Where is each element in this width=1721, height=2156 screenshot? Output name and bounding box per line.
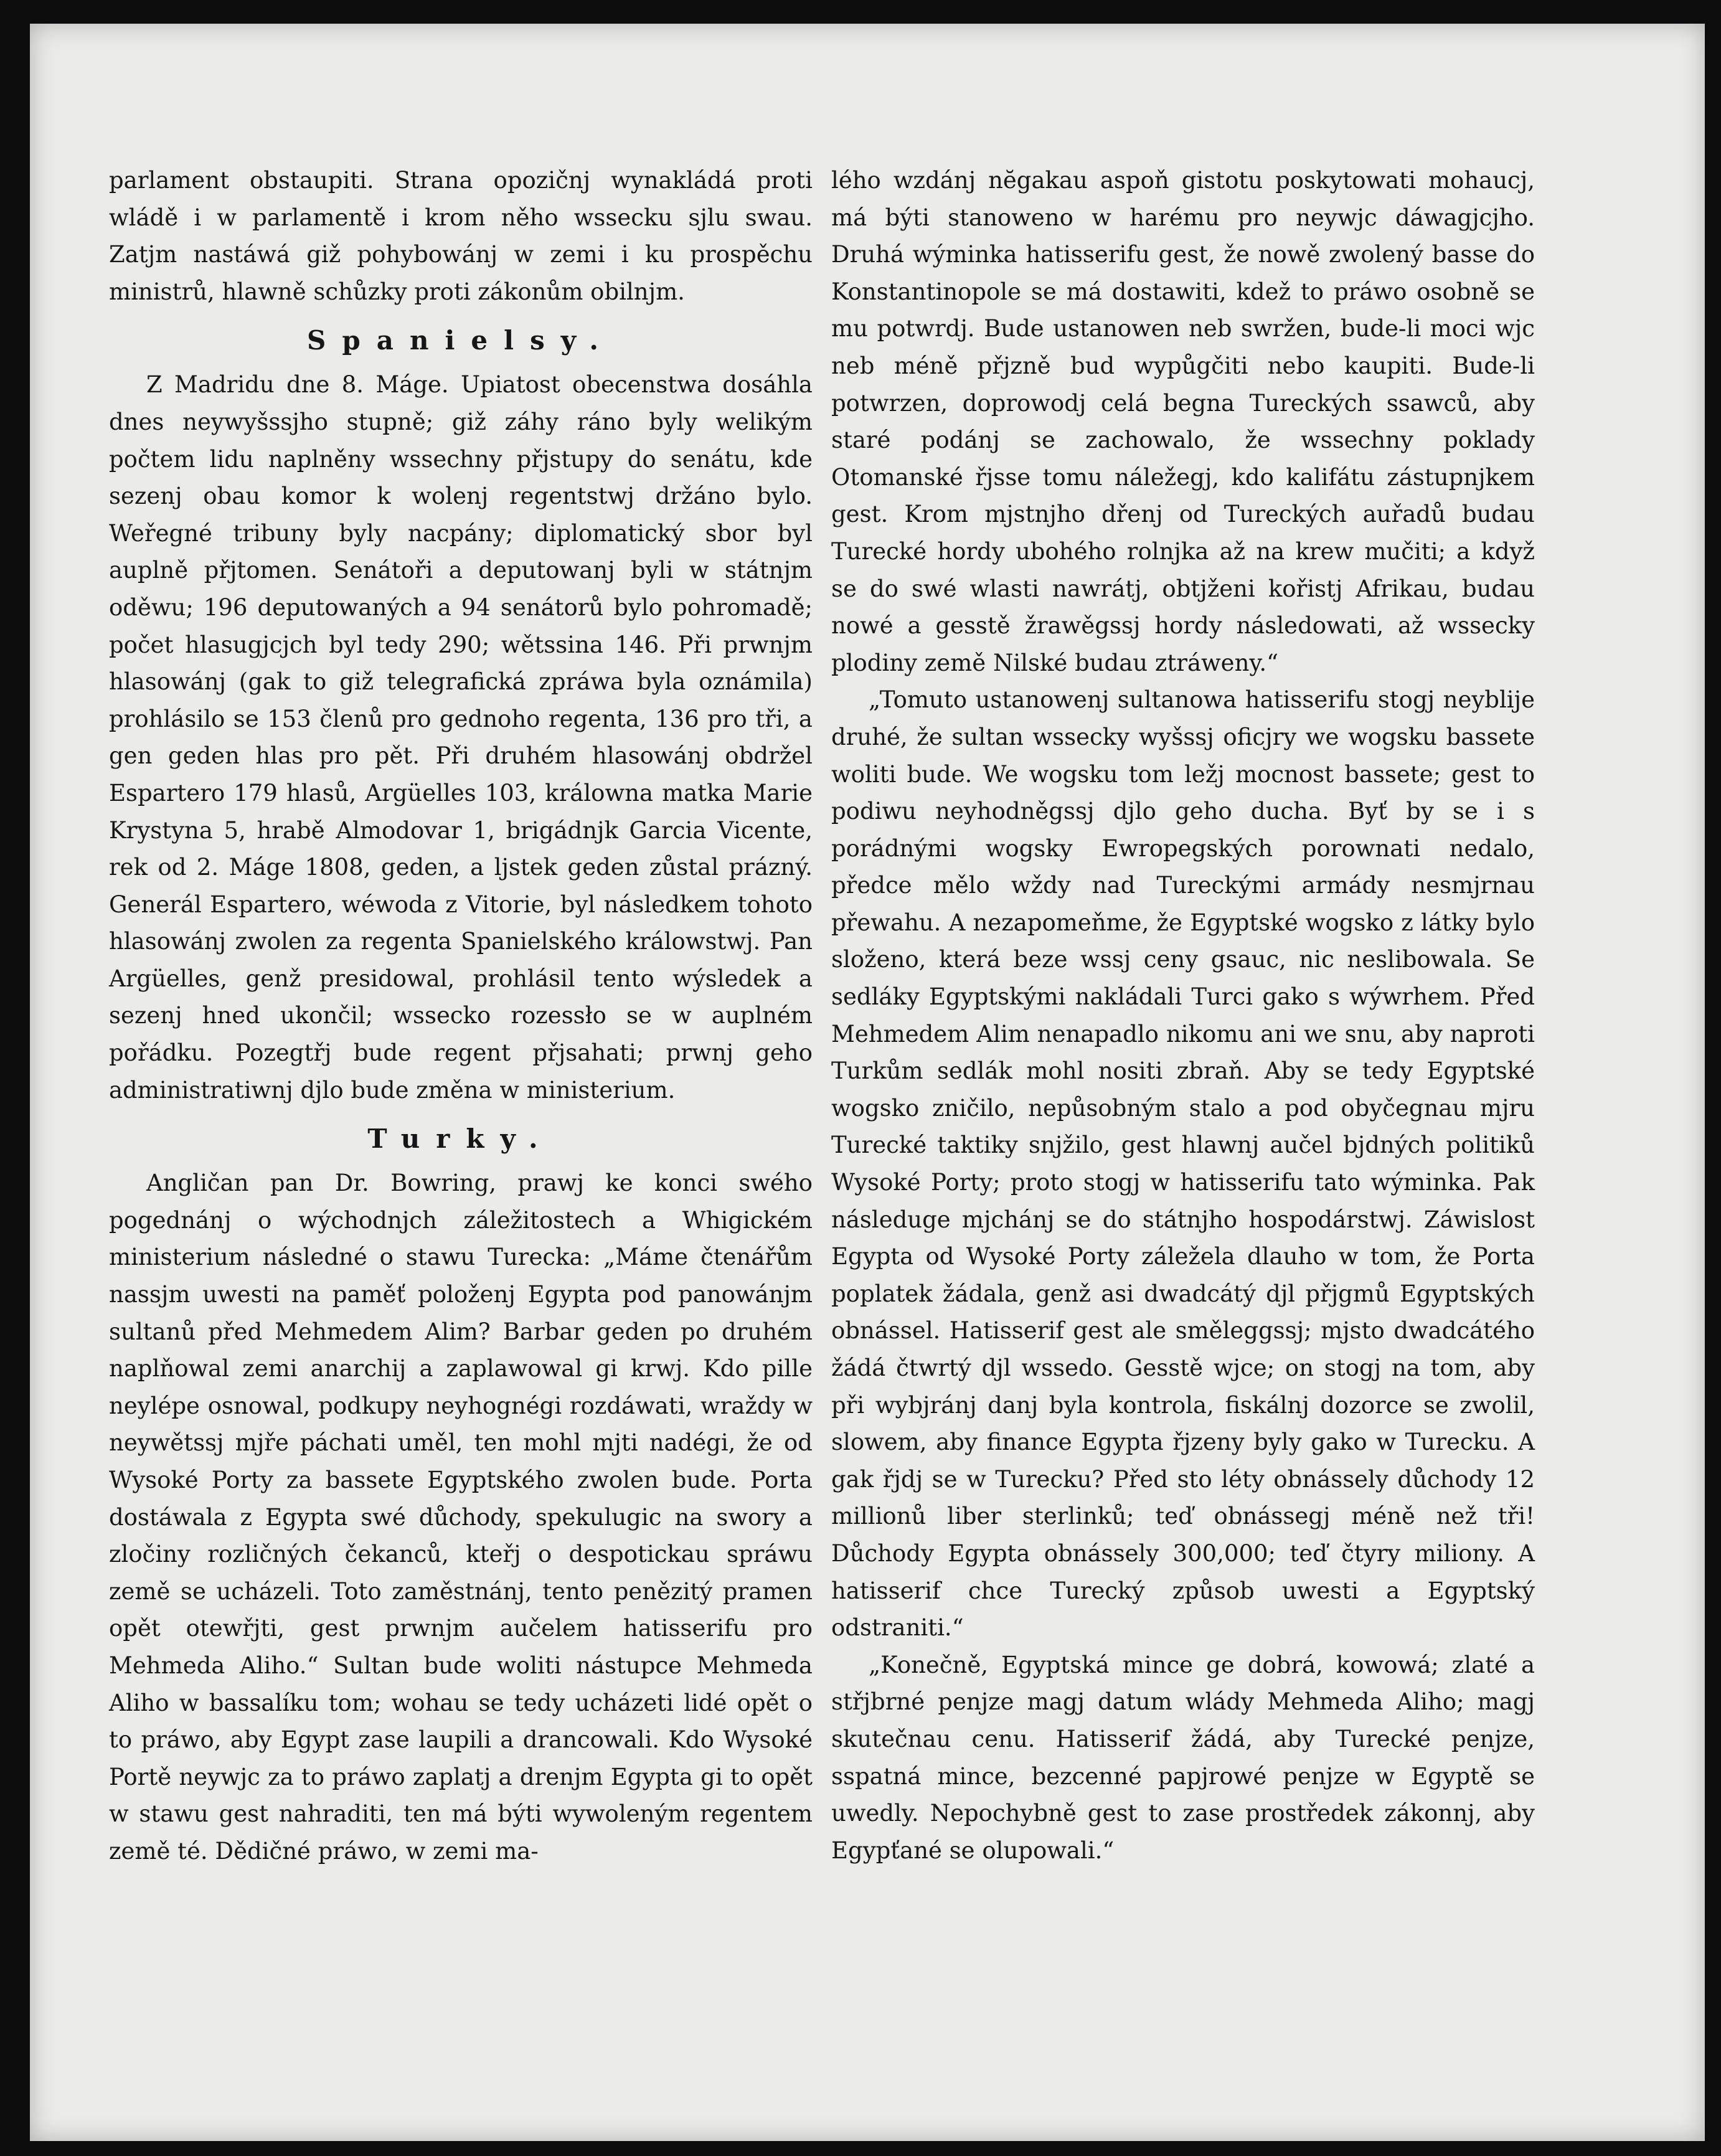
paragraph-parliament: parlament obstaupiti. Strana opozičnj wynakládá proti wládě i w parlamentě i krom něho wssecku sjlu swau. Zatjm nastáwá giž pohybowánj w zemi i ku prospěchu ministrů, hlawně schůzky proti zákonům obilnjm. [109,167,813,305]
paragraph-bowring: Angličan pan Dr. Bowring, prawj ke konci swého pogednánj o wýchodnjch záležitostech a Whigickém ministerium následné o stawu Turecka: „Máme čtenářům nassjm uwesti na paměť položenj Egypta pod panowánjm sultanů před Mehmedem Alim? Barbar geden po druhém naplňowal zemi anarchij a zaplawowal gi krwj. Kdo pille neylépe osnowal, podkupy neyhognégi rozdáwati, wraždy w neywětssj mjře páchati uměl, ten mohl mjti nadégi, že od Wysoké Porty za bassete Egyptského zwolen bude. Porta dostáwala z Egypta swé důchody, spekulugic na swory a zločiny rozličných čekanců, kteřj o despotickau spráwu země se ucházeli. Toto zaměstnánj, tento penězitý pramen opět otewřjti, gest prwnjm aučelem hatisserifu pro Mehmeda Aliho.“ Sultan bude woliti nástupce Mehmeda Aliho w bassalíku tom; wohau se tedy ucházeti lidé opět o to práwo, aby Egypt zase laupili a drancowali. Kdo Wysoké Portě neywjc za to práwo zaplatj a drenjm Egypta gi to opět w stawu gest nahraditi, ten má býti wywoleným regentem země té. Dědičné práwo, w zemi ma- [109,1170,813,1865]
newspaper-page [30,24,1705,2141]
left-column [109,162,813,1870]
paragraph-harem: lého wzdánj nĕgakau aspoň gistotu poskytowati mohaucj, má býti stanoweno w harému pro neywjc dáwagjcjho. Druhá wýminka hatisserifu gest, že nowě zwolený basse do Konstantinopole se má dostawiti, kdež to práwo osobně se mu potwrdj. Bude ustanowen neb swržen, bude-li moci wjc neb méně přjzně bud wypůgčiti nebo kaupiti. Bude-li potwrzen, doprowodj celá begna Tureckých ssawců, aby staré podánj se zachowalo, že wssechny poklady Otomanské řjsse tomu náležegj, kdo kalifátu zástupnjkem gest. Krom mjstnjho dřenj od Tureckých auřadů budau Turecké hordy ubohého rolnjka až na krew mučiti; a když se do swé wlasti nawrátj, obtjženi kořistj Afrikau, budau nowé a gesstě žrawěgssj hordy následowati, až wssecky plodiny země Nilské budau ztráweny.“ [831,167,1535,676]
section-heading-turkey: Turky. [367,1123,554,1155]
section-heading-spain: Spanielsy. [307,325,615,356]
paragraph-army: „Tomuto ustanowenj sultanowa hatisserifu stogj neyblije druhé, že sultan wssecky wyšssj oficjry we wogsku bassete woliti bude. We wogsku tom ležj mocnost bassete; gest to podiwu neyhodněgssj djlo geho ducha. Byť by se i s porádnými wogsky Ewropegských porownati nedalo, předce mělo wždy nad Tureckými armády nesmjrnau přewahu. A nezapomeňme, že Egyptské wogsko z látky bylo složeno, která beze wssj ceny gsauc, nic neslibowala. Se sedláky Egyptskými nakládali Turci gako s wýwrhem. Před Mehmedem Alim nenapadlo nikomu ani we snu, aby naproti Turkům sedlák mohl nositi zbraň. Aby se tedy Egyptské wogsko zničilo, nepůsobným stalo a pod obyčegnau mjru Turecké taktiky snjžilo, gest hlawnj aučel bjdných politiků Wysoké Porty; proto stogj w hatisserifu tato wýminka. Pak následuge mjchánj se do státnjho hospodárstwj. Záwislost Egypta od Wysoké Porty záležela dlauho w tom, že Porta poplatek žádala, genž asi dwadcátý djl přjgmů Egyptských obnássel. Hatisserif gest ale směleggssj; mjsto dwadcátého žádá čtwrtý djl wssedo. Gesstě wjce; on stogj na tom, aby při wybjránj danj byla kontrola, fiskálnj dozorce se zwolil, slowem, aby finance Egypta řjzeny byly gako w Turecku. A gak řjdj se w Turecku? Před sto léty obnássely důchody 12 millionů liber sterlinků; teď obnássegj méně než tři! Důchody Egypta obnássely 300,000; teď čtyry miliony. A hatisserif chce Turecký způsob uwesti a Egyptský odstraniti.“ [831,686,1535,1642]
right-column [831,162,1535,1869]
paragraph-coinage: „Konečně, Egyptská mince ge dobrá, kowowá; zlaté a střjbrné penjze magj datum wlády Mehmeda Aliho; magj skutečnau cenu. Hatisserif žádá, aby Turecké penjze, sspatná mince, bezcenné papjrowé penjze w Egyptě se uwedly. Nepochybně gest to zase prostředek zákonnj, aby Egypťané se olupowali.“ [831,1651,1535,1864]
paragraph-madrid: Z Madridu dne 8. Máge. Upiatost obecenstwa dosáhla dnes neywyšssjho stupně; giž záhy ráno byly welikým počtem lidu naplněny wssechny přjstupy do senátu, kde sezenj obau komor k wolenj regentstwj držáno bylo. Weřegné tribuny byly nacpány; diplomatický sbor byl auplně přjtomen. Senátoři a deputowanj byli w státnjm oděwu; 196 deputowaných a 94 senátorů bylo pohromadě; počet hlasugjcjch byl tedy 290; wětssina 146. Při prwnjm hlasowánj (gak to giž telegrafická zpráwa byla oznámila) prohlásilo se 153 členů pro gednoho regenta, 136 pro tři, a gen geden hlas pro pět. Při druhém hlasowánj obdržel Espartero 179 hlasů, Argüelles 103, králowna matka Marie Krystyna 5, hrabě Almodovar 1, brigádnjk Garcia Vicente, rek od 2. Máge 1808, geden, a ljstek geden zůstal prázný. Generál Espartero, wéwoda z Vitorie, byl následkem tohoto hlasowánj zwolen za regenta Spanielského králowstwj. Pan Argüelles, genž presidowal, prohlásil tento wýsledek a sezenj hned ukončil; wssecko rozessło se w auplném pořádku. Pozegtřj bude regent přjsahati; prwnj geho administratiwnj djlo bude změna w ministerium. [109,371,813,1104]
